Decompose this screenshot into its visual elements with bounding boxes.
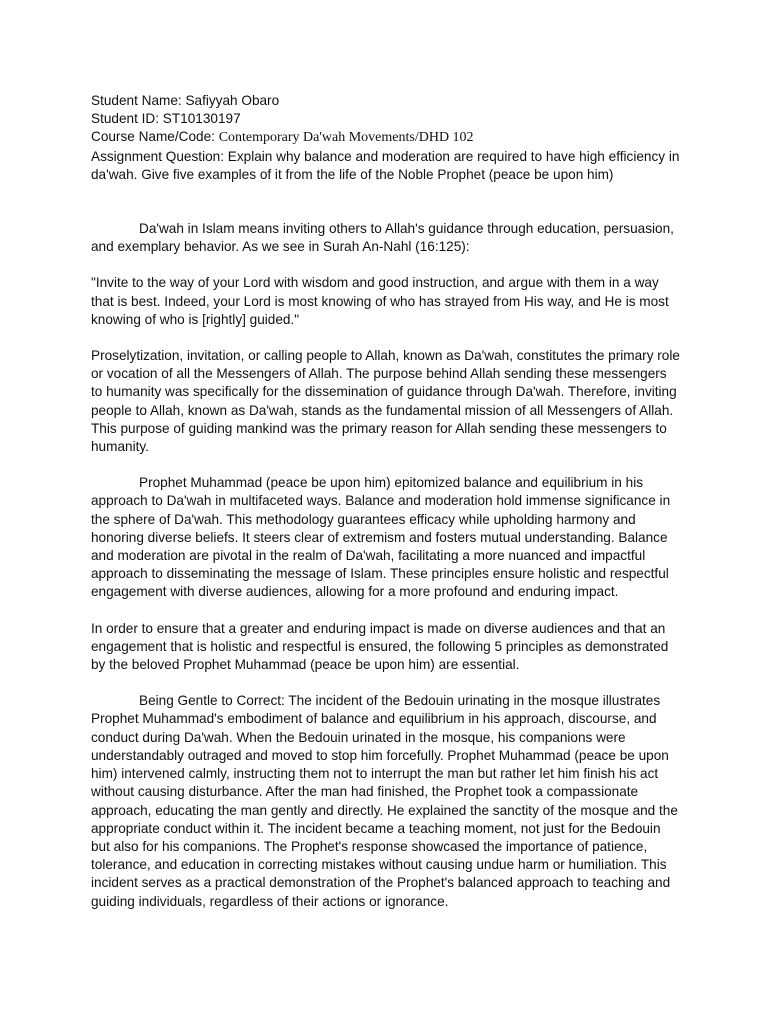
student-name: Safiyyah Obaro bbox=[185, 93, 280, 108]
assignment-question bbox=[91, 148, 681, 184]
spacer bbox=[91, 456, 681, 474]
course-label: Course Name/Code: bbox=[91, 129, 219, 145]
student-name-line bbox=[91, 92, 681, 110]
course-line bbox=[91, 128, 681, 147]
paragraph-quran-quote: "Invite to the way of your Lord with wisdom and good instruction, and argue with them in a way that is best. Indeed, your Lord is most knowing of who has strayed from His way, and He is most knowing of who is [rightly] guided." bbox=[91, 275, 669, 327]
paragraph-balance: Prophet Muhammad (peace be upon him) epitomized balance and equilibrium in his approach to Da'wah in multifaceted ways. Balance and moderation hold immense significance in the sphere of Da'wah. This methodology guarantees efficacy while upholding harmony and honoring diverse beliefs. It steers clear of extremism and fosters mutual understanding. Balance and moderation are pivotal in the realm of Da'wah, facilitating a more nuanced and impactful approach to disseminating the message of Islam. These principles ensure holistic and respectful engagement with diverse audiences, allowing for a more profound and enduring impact. bbox=[91, 475, 671, 600]
student-id: ST10130197 bbox=[162, 111, 241, 127]
paragraph-gentle-correct: Being Gentle to Correct: The incident of the Bedouin urinating in the mosque illustrates Prophet Muhammad's embodiment of balance and equilibrium in his approach, discourse, and conduct during Da'wah. When the Bedouin urinated in the mosque, his companions were understandably outraged and moved to stop him forcefully. Prophet Muhammad (peace be upon him) intervened calmly, instructing them not to interrupt the man but rather let him finish his act without causing disturbance. After the man had finished, the Prophet took a compassionate approach, educating the man gently and directly. He explained the sanctity of the mosque and the appropriate conduct within it. The incident became a teaching moment, not just for the Bedouin but also for his companions. The Prophet's response showcased the importance of patience, tolerance, and education in correcting mistakes without causing undue harm or humiliation. This incident serves as a practical demonstration of the Prophet's balanced approach to teaching and guiding individuals, regardless of their actions or ignorance. bbox=[91, 693, 678, 909]
spacer bbox=[91, 329, 681, 347]
paragraph-intro: Da'wah in Islam means inviting others to Allah's guidance through education, persuasion, and exemplary behavior. As we see in Surah An-Nahl (16:125): bbox=[91, 221, 674, 255]
paragraph-proselytization: Proselytization, invitation, or calling people to Allah, known as Da'wah, constitutes the primary role or vocation of all the Messengers of Allah. The purpose behind Allah sending these messengers to humanity was specifically for the dissemination of guidance through Da'wah. Therefore, inviting people to Allah, known as Da'wah, stands as the fundamental mission of all Messengers of Allah. This purpose of guiding mankind was the primary reason for Allah sending these messengers to humanity. bbox=[91, 348, 680, 455]
document-page bbox=[91, 92, 681, 911]
student-id-line bbox=[91, 110, 681, 128]
spacer bbox=[91, 602, 681, 620]
student-id-label: Student ID: bbox=[91, 111, 163, 127]
spacer bbox=[91, 674, 681, 692]
spacer bbox=[91, 184, 681, 220]
question-label: Assignment Question: bbox=[91, 148, 228, 164]
paragraph-principles: In order to ensure that a greater and enduring impact is made on diverse audiences and that an engagement that is holistic and respectful is ensured, the following 5 principles as demonstrated by the beloved Prophet Muhammad (peace be upon him) are essential. bbox=[91, 620, 669, 673]
question-text: Explain why balance and moderation are required to have high efficiency in da'wah. Give five examples of it from the life of the Noble Prophet (peace be upon him) bbox=[91, 148, 680, 182]
spacer bbox=[91, 256, 681, 274]
student-name-label: Student Name: bbox=[91, 93, 186, 108]
course-name: Contemporary Da'wah Movements/DHD 102 bbox=[218, 130, 474, 146]
